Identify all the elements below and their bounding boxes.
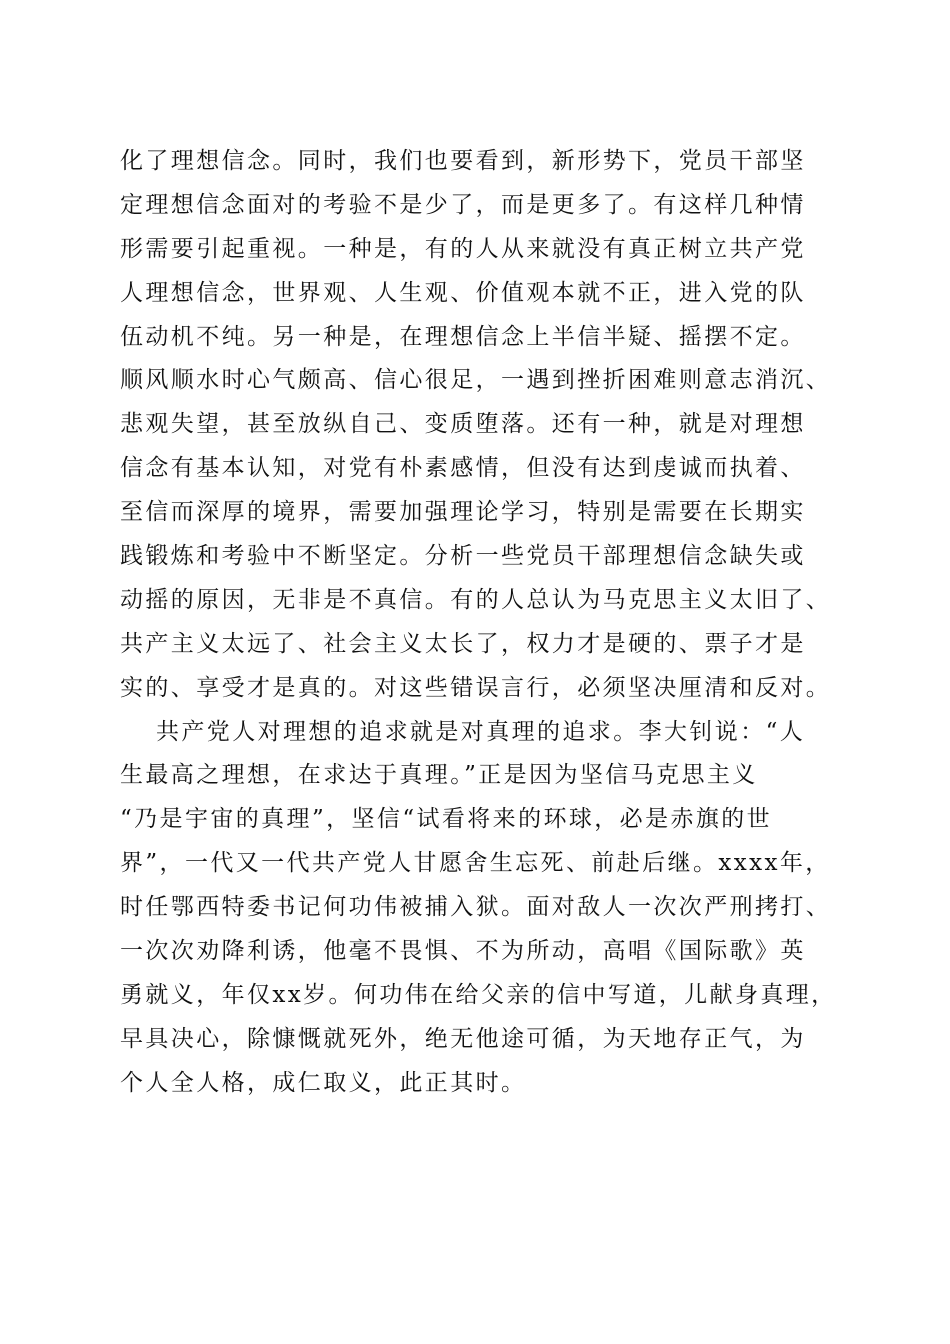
text-line: 共产主义太远了、社会主义太长了，权力才是硬的、票子才是 [120, 630, 806, 657]
text-line: 信念有基本认知，对党有朴素感情，但没有达到虔诚而执着、 [120, 455, 806, 482]
text-line: 顺风顺水时心气颇高、信心很足，一遇到挫折困难则意志消沉、 [120, 367, 832, 394]
body-text [120, 140, 840, 1106]
text-line: 个人全人格，成仁取义，此正其时。 [120, 1069, 527, 1096]
text-line: 践锻炼和考验中不断坚定。分析一些党员干部理想信念缺失或 [120, 543, 806, 570]
text-line: “乃是宇宙的真理”，坚信“试看将来的环球，必是赤旗的世 [120, 806, 773, 833]
paragraph-start-line: 共产党人对理想的追求就是对真理的追求。李大钊说：“人 [156, 718, 806, 745]
text-line: 动摇的原因，无非是不真信。有的人总认为马克思主义太旧了、 [120, 586, 832, 613]
text-line: 化了理想信念。同时，我们也要看到，新形势下，党员干部坚 [120, 148, 806, 174]
text-line: 时任鄂西特委书记何功伟被捕入狱。面对敌人一次次严刑拷打、 [120, 894, 832, 921]
text-line: 实的、享受才是真的。对这些错误言行，必须坚决厘清和反对。 [120, 674, 832, 701]
text-line: 生最高之理想，在求达于真理。”正是因为坚信马克思主义 [120, 762, 758, 789]
text-line: 定理想信念面对的考验不是少了，而是更多了。有这样几种情 [120, 191, 806, 218]
text-line: 伍动机不纯。另一种是，在理想信念上半信半疑、摇摆不定。 [120, 323, 806, 350]
text-line: 早具决心，除慷慨就死外，绝无他途可循，为天地存正气，为 [120, 1025, 806, 1052]
text-line: 至信而深厚的境界，需要加强理论学习，特别是需要在长期实 [120, 499, 806, 526]
text-line: 界”，一代又一代共产党人甘愿舍生忘死、前赴后继。xxxx年， [120, 850, 831, 877]
text-line: 形需要引起重视。一种是，有的人从来就没有真正树立共产党 [120, 235, 806, 262]
text-line: 人理想信念，世界观、人生观、价值观本就不正，进入党的队 [120, 279, 806, 306]
text-line: 悲观失望，甚至放纵自己、变质堕落。还有一种，就是对理想 [120, 411, 806, 438]
text-line: 一次次劝降利诱，他毫不畏惧、不为所动，高唱《国际歌》英 [120, 938, 806, 965]
text-line: 勇就义，年仅xx岁。何功伟在给父亲的信中写道，儿献身真理， [120, 981, 837, 1008]
